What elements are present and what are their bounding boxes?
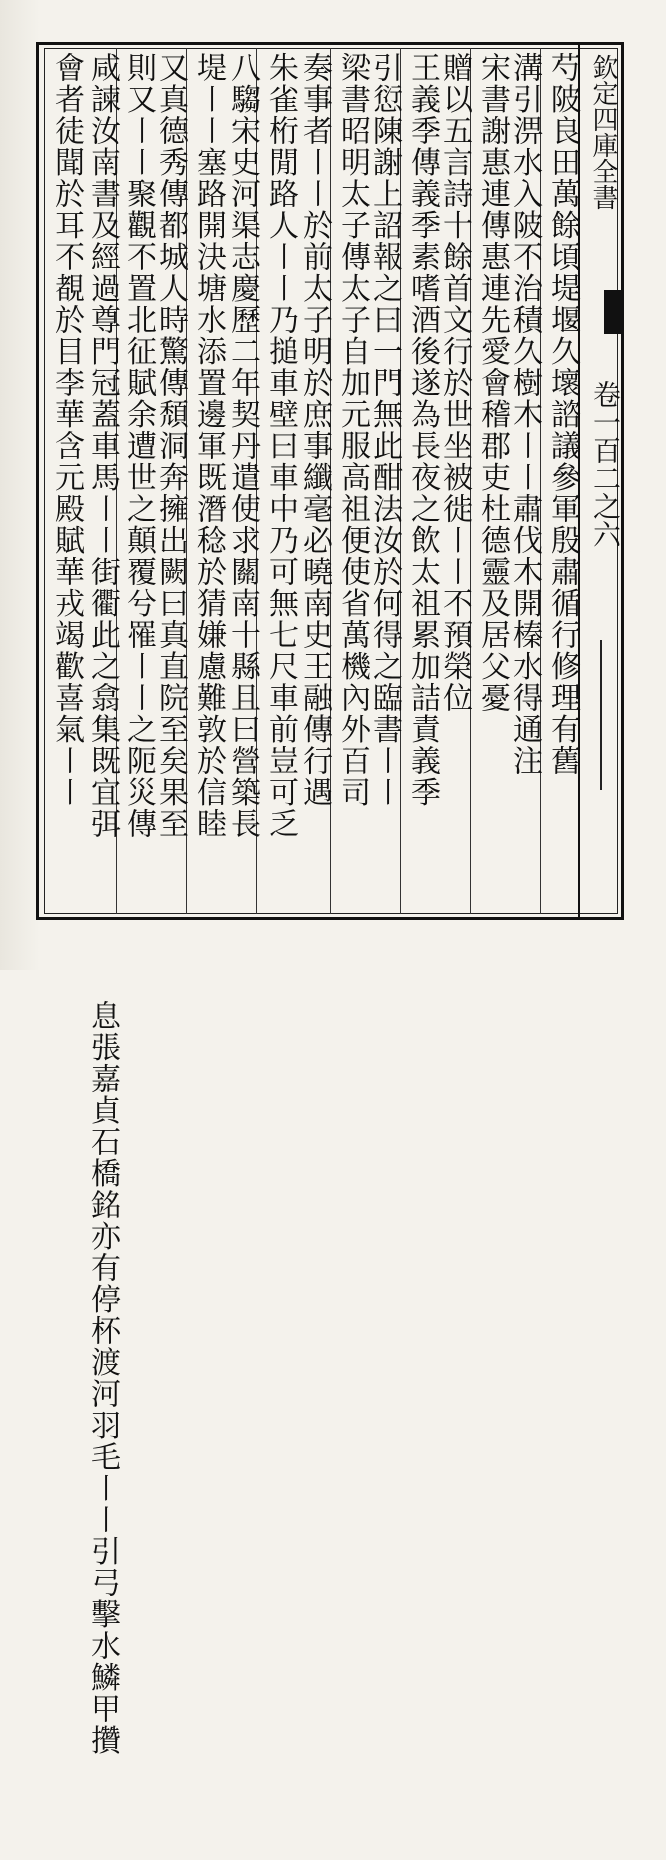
text-column-11: 堤〡〡塞路開決塘水添置邊軍既潛稔於猜嫌慮難敦於信睦 <box>191 52 226 840</box>
spine-line <box>600 640 602 790</box>
text-column-3: 宋書謝惠連傳惠連先愛會稽郡吏杜德靈及居父憂 <box>475 52 510 714</box>
text-column-6: 引愆陳謝上詔報之曰一門無此酣法汝於何得之臨書〡〡 <box>367 52 402 808</box>
text-column-14: 咸諫汝南書及經過尊門冠蓋車馬〡〡街衢此之翕集既宜弭 <box>85 52 120 840</box>
text-column-16: 會者徒聞於耳不覩於目李華含元殿賦華戎竭歡喜氣〡〡 <box>49 52 84 808</box>
text-column-13: 則又〡〡聚觀不置北征賦余遭世之顛覆兮罹〡〡之阨災傳 <box>121 52 156 840</box>
text-column-1: 芍陂良田萬餘頃堤堰久壞諮議參軍殷肅循行修理有舊 <box>545 52 580 777</box>
text-column-9: 朱雀桁閒路人〡〡乃搥車壁曰車中乃可無七尺車前豈可乏 <box>263 52 298 840</box>
text-column-12: 又真德秀傳都城人時驚傳頹洞奔擁出闕曰真直院至矣果至 <box>153 52 188 840</box>
text-column-8: 奏事者〡〡於前太子明於庶事纖毫必曉南史王融傳行遇 <box>297 52 332 808</box>
text-column-15: 息張嘉貞石橋銘亦有停杯渡河羽毛〡〡引弓擊水鱗甲攢 <box>85 1000 120 1756</box>
text-column-5: 王義季傳義季素嗜酒後遂為長夜之飲太祖累加詰責義季 <box>405 52 440 808</box>
text-column-2: 溝引淠水入陂不治積久樹木〡〡肅伐木開榛水得通注 <box>507 52 542 777</box>
spine-title: 欽定四庫全書 <box>588 54 618 210</box>
fishtail-mark <box>604 290 624 334</box>
text-column-10: 八騶宋史河渠志慶歷二年契丹遣使求關南十縣且曰營築長 <box>225 52 260 840</box>
spine-volume: 卷一百二之六 <box>589 380 622 548</box>
text-column-7: 梁書昭明太子傳太子自加元服高祖便使省萬機內外百司 <box>335 52 370 808</box>
text-column-4: 贈以五言詩十餘首文行於世坐被徙〡〡不預榮位 <box>437 52 472 714</box>
scan-edge <box>0 0 40 970</box>
